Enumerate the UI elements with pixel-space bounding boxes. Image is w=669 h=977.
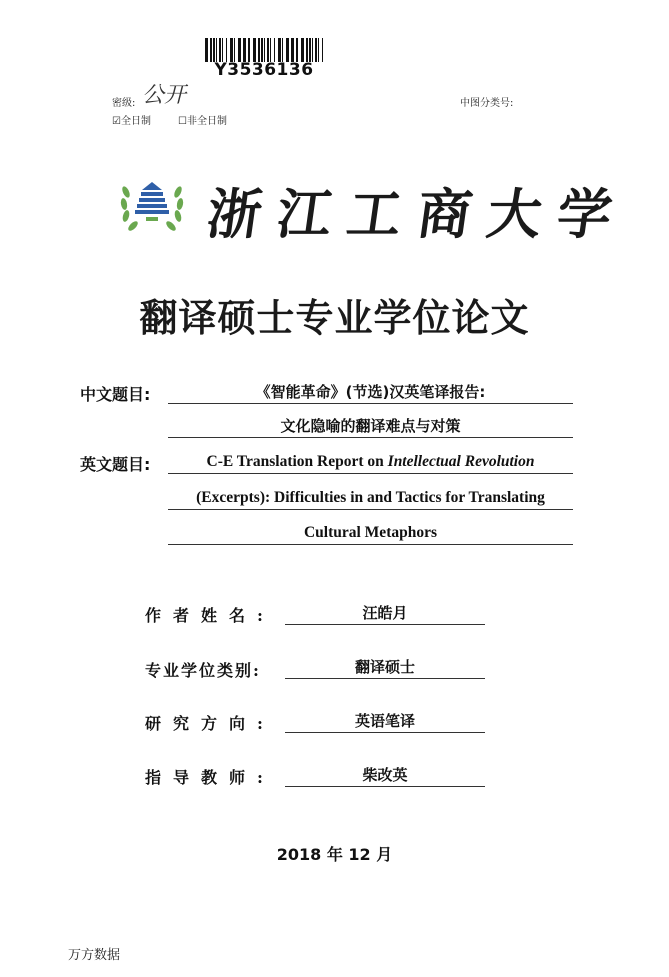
checked-box-icon: ☑ (112, 116, 121, 127)
secret-level-label: 密级: (112, 98, 136, 109)
english-title-line-1 (168, 451, 573, 474)
english-title-line-2: (Excerpts): Difficulties in and Tactics for Translating (168, 487, 573, 510)
university-name: 浙江工商大学 (203, 182, 633, 246)
english-title-prefix: C-E Translation Report on (206, 453, 388, 470)
research-direction-label: 研究方向: (145, 714, 275, 733)
fulltime-label: 全日制 (120, 116, 151, 127)
degree-category-label: 专业学位类别: (145, 661, 261, 680)
unchecked-box-icon: ☐ (178, 116, 187, 127)
parttime-label: 非全日制 (186, 116, 227, 127)
date-year-unit: 年 (326, 845, 343, 864)
footer-watermark: 万方数据 (68, 948, 121, 963)
english-title-label: 英文题目: (80, 455, 151, 474)
parttime-option (178, 112, 227, 127)
barcode-image (205, 38, 323, 62)
research-direction-value: 英语笔译 (285, 710, 485, 733)
english-title-book-name: Intellectual Revolution (387, 453, 535, 470)
barcode-number: Y3536136 (214, 60, 314, 80)
thesis-type-title: 翻译硕士专业学位论文 (139, 296, 530, 340)
chinese-title-label: 中文题目: (80, 385, 151, 404)
chinese-title-line-1: 《智能革命》(节选)汉英笔译报告: (168, 381, 573, 404)
english-title-line-3: Cultural Metaphors (168, 522, 573, 545)
fulltime-option (112, 112, 151, 127)
university-logo-icon (116, 178, 188, 236)
secret-level-signature: 公开 (142, 83, 187, 108)
date-month-unit: 月 (376, 845, 393, 864)
submission-date (0, 842, 669, 865)
advisor-label: 指导教师: (145, 768, 275, 787)
author-label: 作者姓名: (145, 606, 275, 625)
date-year: 2018 (276, 845, 322, 864)
classification-number-label: 中图分类号: (460, 98, 514, 109)
author-value: 汪皓月 (285, 602, 485, 625)
date-month: 12 (348, 845, 371, 864)
degree-category-value: 翻译硕士 (285, 656, 485, 679)
chinese-title-line-2: 文化隐喻的翻译难点与对策 (168, 415, 573, 438)
advisor-value: 柴改英 (285, 764, 485, 787)
